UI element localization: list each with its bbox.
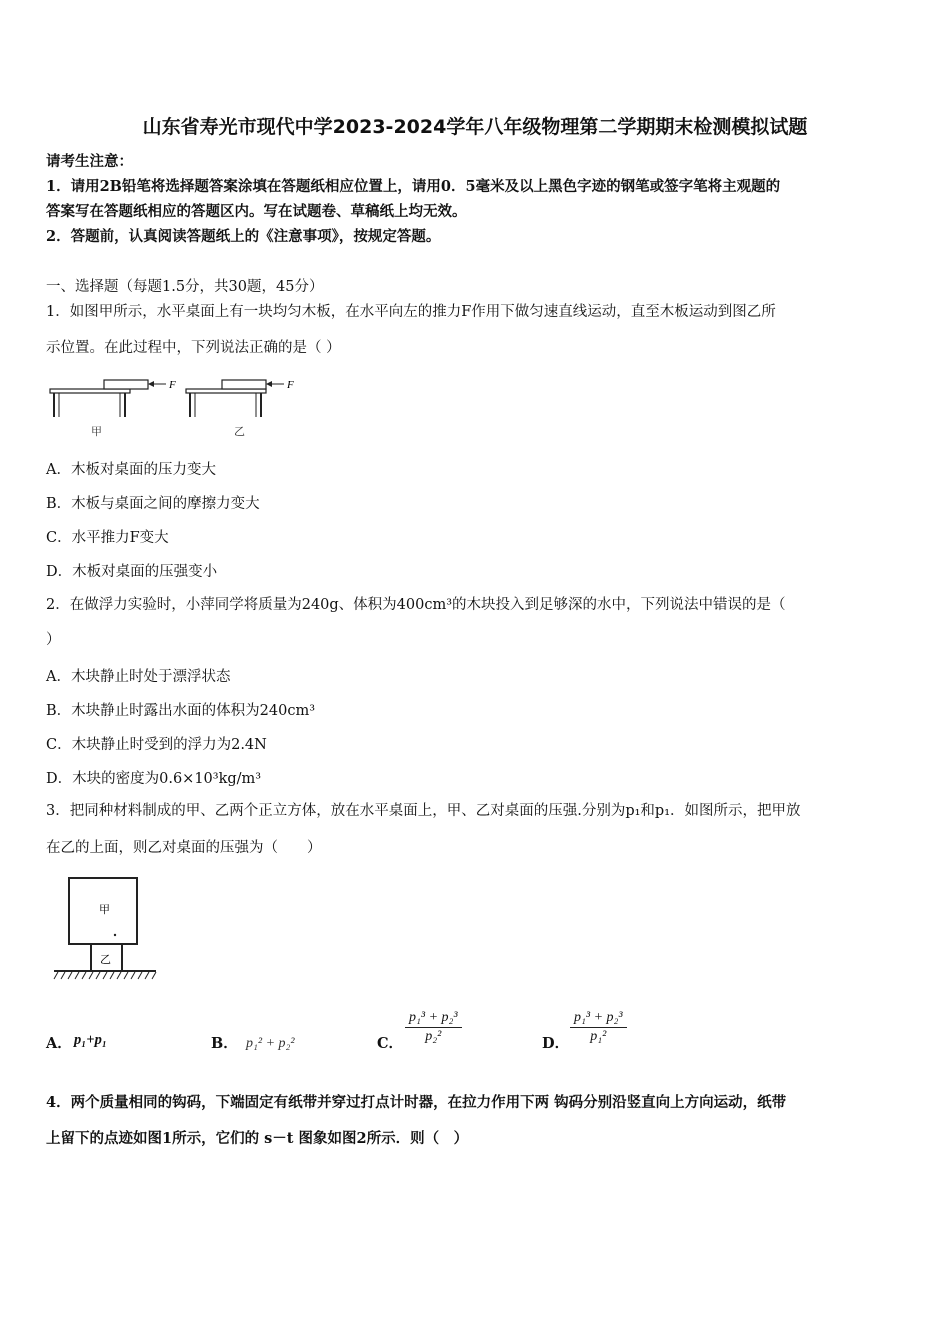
q1-option-d: D．木板对桌面的压强变小 xyxy=(46,564,218,580)
q3-option-c-numerator: p₁³ + p₂³ xyxy=(405,1010,462,1028)
q3-option-d-numerator: p₁³ + p₂³ xyxy=(570,1010,627,1028)
q3-option-a-label: A． xyxy=(46,1035,72,1052)
q3-stem-line1: 3．把同种材料制成的甲、乙两个正立方体，放在水平桌面上，甲、乙对桌面的压强.分别为p₁和p₁．如图所示，把甲放 xyxy=(46,803,801,819)
q1-option-c: C．水平推力F变大 xyxy=(46,530,169,546)
notice-line-2: 2．答题前，认真阅读答题纸上的《注意事项》，按规定答题。 xyxy=(46,228,441,245)
q1-option-b: B．木板与桌面之间的摩擦力变大 xyxy=(46,496,260,512)
q3-stem-line2: 在乙的上面，则乙对桌面的压强为（ ） xyxy=(46,840,322,856)
q2-option-b: B．木块静止时露出水面的体积为240cm³ xyxy=(46,703,316,719)
force-arrowhead-b xyxy=(266,381,272,387)
q3-option-c-fraction xyxy=(405,1010,462,1045)
q1-table-figure xyxy=(46,372,306,442)
q1-option-a: A．木板对桌面的压力变大 xyxy=(46,462,216,478)
board-b xyxy=(222,380,266,389)
table-top-a xyxy=(50,389,130,393)
section-heading: 一、选择题（每题1.5分，共30题，45分） xyxy=(46,279,324,295)
notice-heading: 请考生注意： xyxy=(46,153,133,170)
force-label-a: F xyxy=(169,379,176,391)
q1-stem-line1: 1．如图甲所示，水平桌面上有一块均匀木板，在水平向左的推力F作用下做匀速直线运动，直至木板运动到图乙所 xyxy=(46,304,776,320)
q3-option-c-denominator: p₂² xyxy=(425,1029,442,1044)
cube-dot xyxy=(114,934,116,936)
notice-line-1a: 1．请用2B铅笔将选择题答案涂填在答题纸相应位置上，请用0．5毫米及以上黑色字迹的钢笔或签字笔将主观题的 xyxy=(46,178,781,195)
notice-line-1b: 答案写在答题纸相应的答题区内。写在试题卷、草稿纸上均无效。 xyxy=(46,203,467,220)
q1-stem-line2: 示位置。在此过程中，下列说法正确的是（ ） xyxy=(46,340,341,356)
figure-label-b: 乙 xyxy=(234,425,245,438)
q2-option-d: D．木块的密度为0.6×10³kg/m³ xyxy=(46,771,262,787)
ground-hatch xyxy=(54,972,156,979)
force-arrowhead-a xyxy=(148,381,154,387)
cube-yi-label: 乙 xyxy=(100,953,111,966)
figure-label-a: 甲 xyxy=(91,425,102,438)
q3-option-d-denominator: p₁² xyxy=(590,1029,607,1044)
q2-stem-line1: 2．在做浮力实验时，小萍同学将质量为240g、体积为400cm³的木块投入到足够深的水中，下列说法中错误的是（ xyxy=(46,597,786,613)
q2-option-a: A．木块静止时处于漂浮状态 xyxy=(46,669,231,685)
q3-option-d-fraction xyxy=(570,1010,627,1045)
page-title: 山东省寿光市现代中学2023-2024学年八年级物理第二学期期末检测模拟试题 xyxy=(142,116,808,138)
q4-stem-line2: 上留下的点迹如图1所示，它们的 s－t 图象如图2所示．则（ ） xyxy=(46,1130,469,1147)
q3-option-b-label: B． xyxy=(211,1035,238,1052)
table-top-b xyxy=(186,389,266,393)
q4-stem-line1: 4．两个质量相同的钩码，下端固定有纸带并穿过打点计时器，在拉力作用下两 钩码分别沿竖直向上方向运动，纸带 xyxy=(46,1094,787,1111)
q3-cubes-figure xyxy=(52,875,162,985)
q3-option-a-expr: p₁+p₁ xyxy=(74,1032,107,1048)
q2-option-c: C．木块静止时受到的浮力为2.4N xyxy=(46,737,267,753)
board-a xyxy=(104,380,148,389)
q3-option-b-expr: p₁² + p₂² xyxy=(246,1036,295,1051)
q3-option-c-label: C． xyxy=(377,1035,404,1052)
cube-jia-label: 甲 xyxy=(99,903,110,916)
q2-stem-line2: ） xyxy=(46,632,61,648)
force-label-b: F xyxy=(287,379,294,391)
q3-option-d-label: D． xyxy=(542,1035,570,1052)
